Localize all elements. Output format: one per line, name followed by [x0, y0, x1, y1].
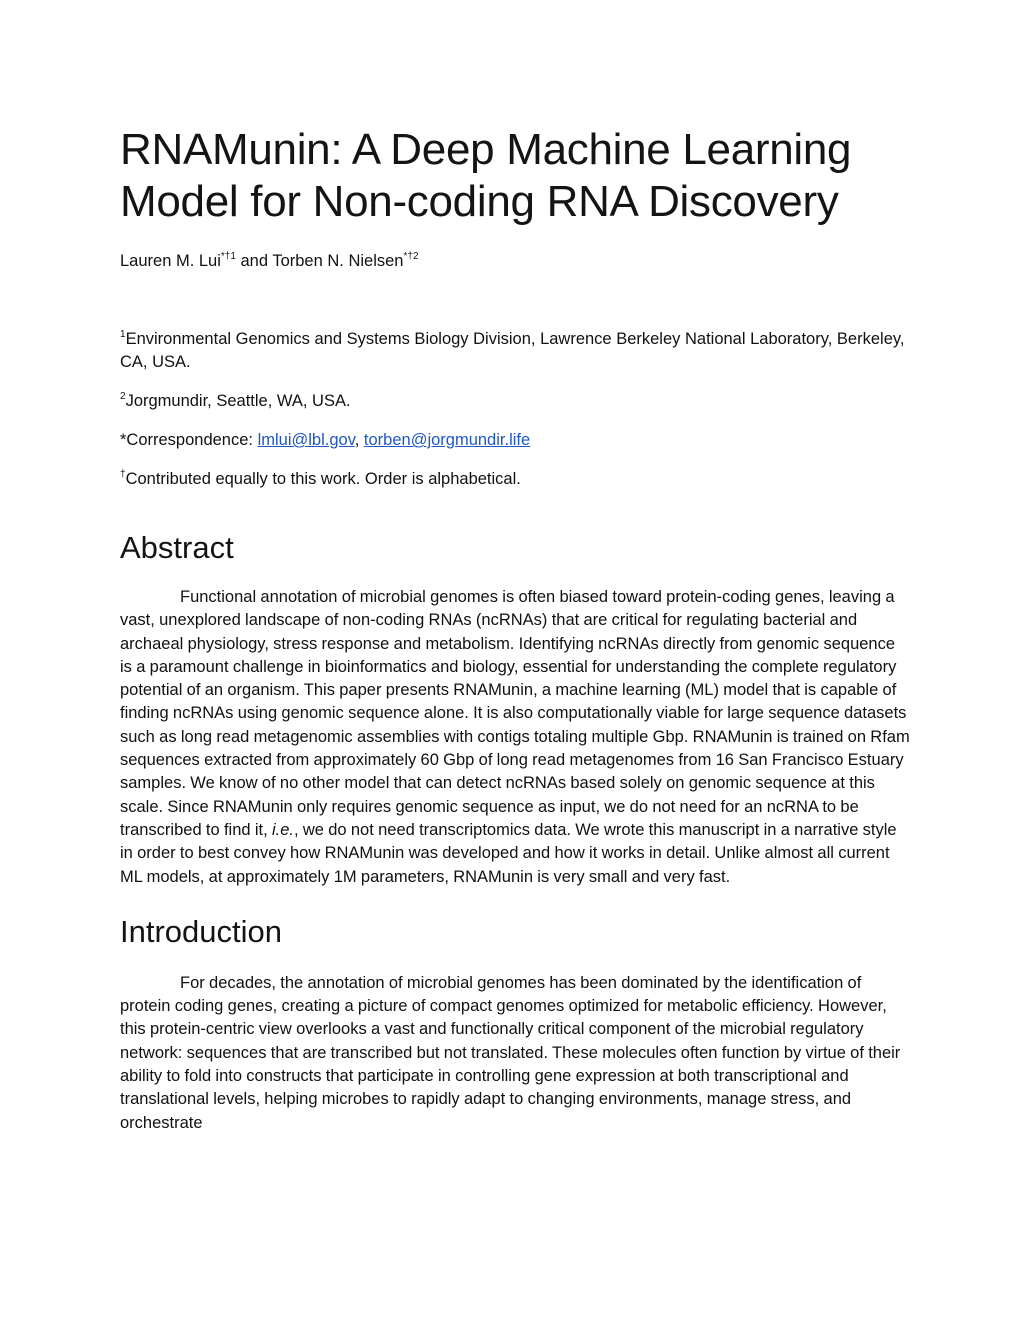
introduction-paragraph: For decades, the annotation of microbial genomes has been dominated by the identification of protein coding genes, creating a picture of compact genomes optimized for metabolic efficiency. However, this protein-centric view overlooks a vast and functionally critical component of the microbial regulatory network: sequences that are transcribed but not translated. These molecules often function by virtue of their ability to fold into constructs that participate in controlling gene expression at both transcriptional and translational levels, helping microbes to rapidly adapt to changing environments, manage stress, and orchestrate	[120, 973, 901, 1132]
contribution-text: Contributed equally to this work. Order is alphabetical.	[125, 470, 521, 488]
affiliation-1-text: Environmental Genomics and Systems Biology Division, Lawrence Berkeley National Laboratory, Berkeley, CA, USA.	[120, 330, 905, 371]
correspondence-separator: ,	[354, 431, 364, 449]
title-line-1: RNAMunin: A Deep Machine Learning	[120, 125, 852, 174]
author-list	[120, 250, 910, 272]
author-2-name: Torben N. Nielsen	[272, 252, 404, 270]
affiliation-2-mark: 2	[120, 390, 126, 402]
paper-page	[120, 124, 910, 1135]
author-2-marks: *†2	[403, 250, 419, 262]
title-line-2: Model for Non-coding RNA Discovery	[120, 177, 839, 226]
affiliation-2-text: Jorgmundir, Seattle, WA, USA.	[125, 392, 351, 410]
author-1-name: Lauren M. Lui	[120, 252, 221, 270]
correspondence-line	[120, 429, 910, 452]
abstract-text-part-2: , we do not need transcriptomics data. We wrote this manuscript in a narrative style in order to best convey how RNAMunin was developed and how it works in detail. Unlike almost all current ML models, at approximately 1M parameters, RNAMunin is very small and very fast.	[120, 820, 897, 886]
abstract-text-italic: i.e.	[271, 820, 294, 839]
contribution-mark: †	[120, 468, 126, 480]
contribution-note	[120, 468, 910, 491]
correspondence-label: *Correspondence:	[120, 431, 258, 449]
email-link-lui[interactable]: lmlui@lbl.gov	[257, 431, 355, 449]
introduction-heading: Introduction	[120, 913, 282, 949]
abstract-paragraph	[120, 586, 910, 889]
affiliation-1-mark: 1	[120, 328, 126, 340]
affiliation-1	[120, 328, 910, 374]
abstract-heading: Abstract	[120, 530, 234, 565]
author-conjunction: and	[235, 252, 273, 270]
email-link-nielsen[interactable]: torben@jorgmundir.life	[363, 431, 531, 449]
author-1-marks: *†1	[220, 250, 236, 262]
paper-title	[120, 124, 910, 228]
affiliation-2	[120, 390, 910, 413]
abstract-text-part-1: Functional annotation of microbial genomes is often biased toward protein-coding genes, leaving a vast, unexplored landscape of non-coding RNAs (ncRNAs) that are critical for regulating bacterial and archaeal physiology, stress response and metabolism. Identifying ncRNAs directly from genomic sequence is a paramount challenge in bioinformatics and biology, essential for understanding the complete regulatory potential of an organism. This paper presents RNAMunin, a machine learning (ML) model that is capable of finding ncRNAs using genomic sequence alone. It is also computationally viable for large sequence datasets such as long read metagenomic assemblies with contigs totaling multiple Gbp. RNAMunin is trained on Rfam sequences extracted from approximately 60 Gbp of long read metagenomes from 16 San Francisco Estuary samples. We know of no other model that can detect ncRNAs based solely on genomic sequence at this scale. Since RNAMunin only requires genomic sequence as input, we do not need for an ncRNA to be transcribed to find it,	[120, 588, 910, 839]
